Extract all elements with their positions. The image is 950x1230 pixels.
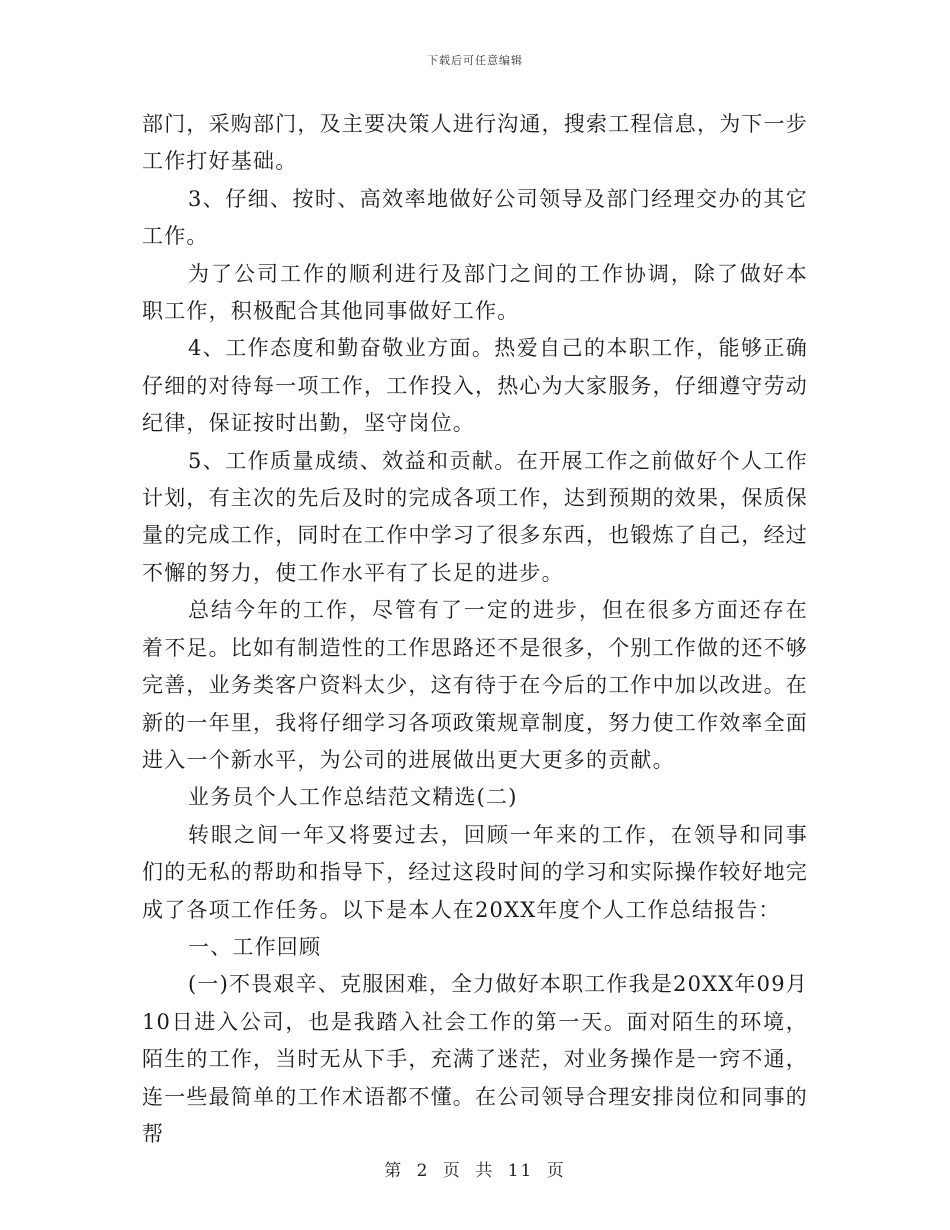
paragraph-5: 5、工作质量成绩、效益和贡献。在开展工作之前做好个人工作计划，有主次的先后及时的完成各项工作，达到预期的效果，保质保量的完成工作，同时在工作中学习了很多东西，也锻炼了自己，经过不懈的努力，使工作水平有了长足的进步。 xyxy=(142,448,808,585)
section-heading: 业务员个人工作总结范文精选(二) xyxy=(188,785,518,810)
paragraph-1: 部门，采购部门，及主要决策人进行沟通，搜索工程信息，为下一步工作打好基础。 xyxy=(142,112,808,174)
paragraph-8: (一)不畏艰辛、克服困难，全力做好本职工作我是20XX年09月10日进入公司，也是我踏入社会工作的第一天。面对陌生的环境，陌生的工作，当时无从下手，充满了迷茫，对业务操作是一窍不通，连一些最简单的工作术语都不懂。在公司领导合理安排岗位和同事的帮 xyxy=(142,972,808,1146)
footer-prefix: 第 xyxy=(384,1161,404,1181)
paragraph-7: 转眼之间一年又将要过去，回顾一年来的工作，在领导和同事们的无私的帮助和指导下，经过这段时间的学习和实际操作较好地完成了各项工作任务。以下是本人在20XX年度个人工作总结报告： xyxy=(142,822,808,922)
subsection-heading: 一、工作回顾 xyxy=(188,934,322,959)
footer-total-pages: 11 xyxy=(507,1161,534,1181)
paragraph-6: 总结今年的工作，尽管有了一定的进步，但在很多方面还存在着不足。比如有制造性的工作思路还不是很多，个别工作做的还不够完善，业务类客户资料太少，这有待于在今后的工作中加以改进。在新的一年里，我将仔细学习各项政策规章制度，努力使工作效率全面进入一个新水平，为公司的进展做出更大更多的贡献。 xyxy=(142,598,808,772)
paragraph-2: 3、仔细、按时、高效率地做好公司领导及部门经理交办的其它工作。 xyxy=(142,186,808,249)
footer-page-word: 页 xyxy=(442,1161,462,1181)
paragraph-4: 4、工作态度和勤奋敬业方面。热爱自己的本职工作，能够正确仔细的对待每一项工作，工作投入，热心为大家服务，仔细遵守劳动纪律，保证按时出勤，坚守岗位。 xyxy=(142,336,808,436)
page-footer xyxy=(0,1156,950,1181)
paragraph-3: 为了公司工作的顺利进行及部门之间的工作协调，除了做好本职工作，积极配合其他同事做好工作。 xyxy=(142,261,808,324)
footer-current-page: 2 xyxy=(416,1161,430,1181)
footer-total-word: 共 xyxy=(475,1161,495,1181)
page-header-note: 下载后可任意编辑 xyxy=(427,54,523,67)
document-body xyxy=(142,106,808,1153)
footer-suffix: 页 xyxy=(546,1161,566,1181)
